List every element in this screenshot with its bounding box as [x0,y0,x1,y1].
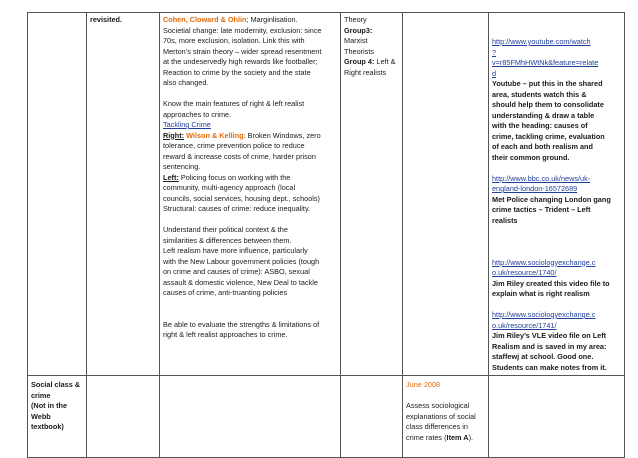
right-realists-label: Right realists [344,67,387,77]
text-line: Met Police changing London gang [492,194,611,204]
question-end: ). [468,432,474,442]
right-rest: : Broken Windows, zero [243,130,321,140]
lesson-cell [87,13,160,376]
bbc-link[interactable]: england-london-16572689 [492,184,578,193]
text-line: textbook) [31,422,64,431]
scheme-of-work-table [27,12,625,458]
tackling-crime-link[interactable]: Tackling Crime [163,120,211,129]
text-line: Societial change: late modernity, exclusion: since [163,25,322,35]
text-line: Understand their political context & the [163,225,288,234]
table-row [28,376,625,458]
text-line: also changed. [163,78,209,87]
text-line: crime [31,390,51,400]
text-line: Reaction to crime by the society and the state [163,67,311,77]
topic-cell-empty [28,13,87,376]
text-line: tolerance, crime prevention police to reduce [163,141,305,150]
youtube-link[interactable]: d [492,68,497,78]
text-line: with the heading: causes of [492,121,588,130]
wilson-kelling: Wilson & Kelling [186,130,244,140]
text-line: explanations of social [406,411,476,421]
text-line: class differences in [406,422,468,431]
content-cell [160,13,341,376]
sociologyexchange-link-1741[interactable]: o.uk/resource/1741/ [492,320,557,330]
resources-cell [489,13,625,376]
text-line: (Not in the [31,401,68,410]
sociologyexchange-link-1740[interactable]: o.uk/resource/1740/ [492,268,557,277]
right-label: Right: [163,130,185,140]
text-line: Know the main features of right & left realist [163,99,305,108]
text-line: understanding & draw a table [492,110,595,120]
text-line: Students can make notes from it. [492,362,607,372]
topic-cell [28,376,87,458]
youtube-link[interactable]: ? [492,47,497,57]
text-line: community, multi-agency approach (local [163,183,296,192]
text-line: with the New Labour government policies (tough [163,256,320,266]
youtube-link[interactable]: v=r85FMhHWtNk&feature=relate [492,58,599,67]
item-a: Item A [446,432,469,442]
sociologyexchange-link-1741[interactable]: http://www.sociologyexchange.c [492,310,596,319]
content-cell-empty [160,376,341,458]
text-line: Realism and is saved in my area: [492,341,607,351]
text-line: their common ground. [492,152,570,162]
group3-label: Group3: [344,25,373,35]
text-line: should help them to consolidate [492,100,604,109]
text-line: on crime and causes of crime): ASBO, sexual [163,267,310,276]
theorists-label: Theorists [344,46,375,56]
text-line: staffewj at school. Good one. [492,352,594,361]
left-label: Left: [163,172,179,182]
text-line: Jim Riley created this video file to [492,278,610,288]
marxist-label: Marxist [344,36,368,45]
question-text: crime rates ( [406,432,447,442]
theory-cell [341,13,403,376]
table-row [28,13,625,376]
text-line: reward & increase costs of crime, harder prison [163,151,316,161]
cohen-heading-rest: ; Marginlisation. [246,15,298,24]
lesson-text: revisited. [90,15,123,24]
text-line: Social class & [31,380,81,389]
text-line: explain what is right realism [492,289,590,298]
text-line: Jim Riley’s VLE video file on Left [492,331,607,340]
text-line: causes of crime, anti-truanting policies [163,288,288,297]
text-line: Left realism have more influence, particularly [163,246,308,255]
text-line: crime tactics – Trident – Left [492,205,591,214]
youtube-link[interactable]: http://www.youtube.com/watch [492,37,591,46]
theory-cell-empty [341,376,403,458]
assessment-cell [403,376,489,458]
text-line: of each and both realism and [492,142,593,151]
left-rest: Policing focus on working with the [178,172,291,182]
sociologyexchange-link-1740[interactable]: http://www.sociologyexchange.c [492,257,596,267]
text-line: assault & domestic violence, New Deal to tackle [163,277,318,287]
text-line: at the undeservedly high rewards like footballer; [163,57,318,66]
text-line: sentencing. [163,162,201,171]
text-line: Assess sociological [406,401,470,410]
cohen-heading: Cohen, Cloward & Ohlin [163,15,247,24]
resources-cell-empty [489,376,625,458]
text-line: Merton’s strain theory – wider spread resentment [163,46,322,56]
text-line: Webb [31,411,51,421]
lesson-cell-empty [87,376,160,458]
group4-rest: Left & [374,57,396,66]
text-line: realists [492,215,518,225]
text-line: crime, tackling crime, evaluation [492,131,605,141]
group4-label: Group 4: [344,57,375,66]
bbc-link[interactable]: http://www.bbc.co.uk/news/uk- [492,173,591,183]
text-line: similarities & differences between them. [163,235,292,245]
exam-date: June 2008 [406,380,441,389]
text-line: councils, social services, housing dept., schools) [163,193,320,203]
theory-label: Theory [344,15,367,24]
text-line: Youtube – put this in the shared [492,79,603,88]
assessment-cell-empty [403,13,489,376]
text-line: area, students watch this & [492,89,587,99]
text-line: Be able to evaluate the strengths & limitations of [163,319,320,329]
text-line: Structural: causes of crime: reduce inequality. [163,204,311,213]
text-line: right & left realist approaches to crime. [163,330,288,339]
text-line: 70s, more exclusion, isolation. Link this with [163,36,305,45]
text-line: approaches to crime. [163,109,232,119]
